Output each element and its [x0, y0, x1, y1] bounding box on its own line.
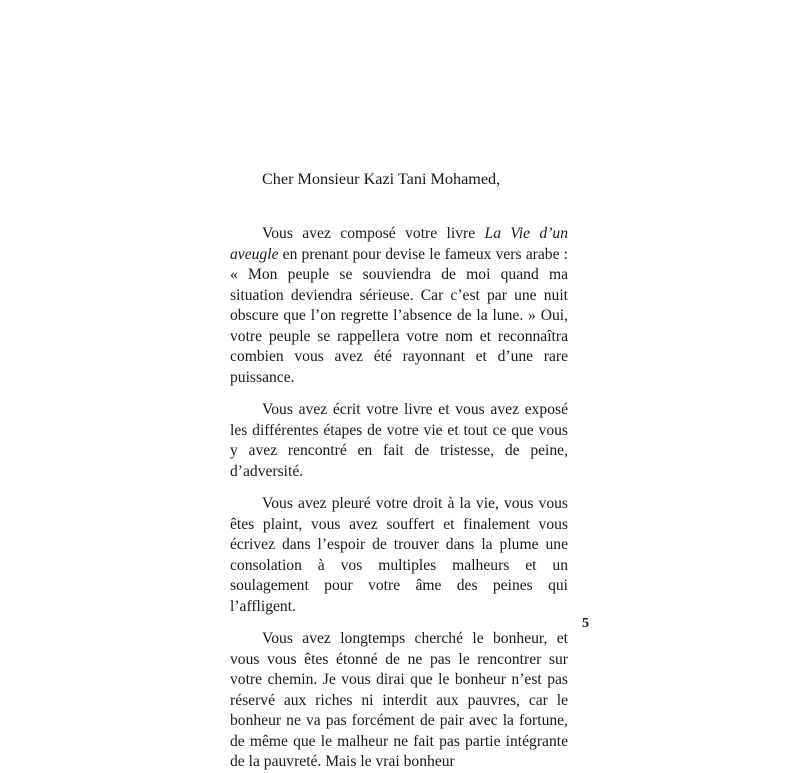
letter-body	[230, 224, 568, 773]
paragraph-2: Vous avez écrit votre livre et vous avez exposé les différentes étapes de votre vie et tout ce que vous y avez rencontré en fait de tristesse, de peine, d’adversité.	[230, 401, 568, 480]
paragraph-1-before-title: Vous avez composé votre livre	[262, 225, 485, 242]
paragraph-4: Vous avez longtemps cherché le bonheur, et vous vous êtes étonné de ne pas le rencontrer sur votre chemin. Je vous dirai que le bonheur n’est pas réservé aux riches ni interdit aux pauvres, car le bonheur ne va pas forcément de pair avec la fortune, de même que le malheur ne fait pas partie intégrante de la pauvreté. Mais le vrai bonheur	[230, 630, 568, 770]
paragraph-3: Vous avez pleuré votre droit à la vie, vous vous êtes plaint, vous avez souffert et finalement vous écrivez dans l’espoir de trouver dans la plume une consolation à vos multiples malheurs et un soulagement pour votre âme des peines qui l’affligent.	[230, 495, 568, 615]
book-title: La Vie d’un aveugle	[230, 225, 568, 263]
paragraph-1-after-title: en prenant pour devise le fameux vers arabe : « Mon peuple se souviendra de moi quand ma situation deviendra sérieuse. Car c’est par une nuit obscure que l’on regrette l’absence de la lune. » Oui, votre peuple se rappellera votre nom et reconnaîtra combien vous avez été rayonnant et d’une rare puissance.	[230, 245, 568, 386]
paragraph-1	[230, 224, 568, 388]
page-number: 5	[582, 616, 589, 631]
letter-salutation: Cher Monsieur Kazi Tani Mohamed,	[262, 170, 501, 188]
